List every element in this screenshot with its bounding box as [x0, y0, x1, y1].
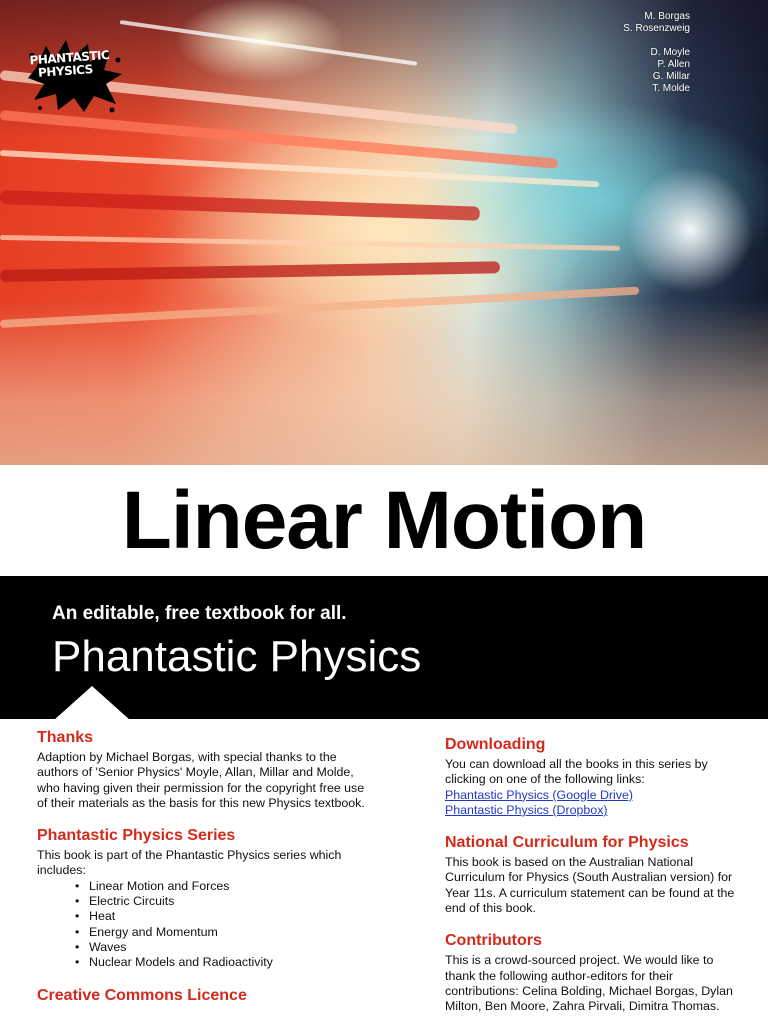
contributors-heading: Contributors: [445, 932, 542, 950]
cover-image: [0, 0, 768, 465]
downloading-body: You can download all the books in this series by clicking on one of the following links:: [445, 757, 708, 787]
series-intro: This book is part of the Phantastic Physics series which includes:: [37, 848, 342, 878]
contributors-body: This is a crowd-sourced project. We would like to thank the following author-editors for their contributions: Celina Bolding, Michael Borgas, Dylan Milton, Ben Moore, Zahra Pirvali, Dimitra Thomas.: [445, 953, 733, 1014]
curriculum-heading: National Curriculum for Physics: [445, 834, 689, 852]
google-drive-link[interactable]: Phantastic Physics (Google Drive): [445, 787, 633, 802]
thanks-body: Adaption by Michael Borgas, with special thanks to the authors of 'Senior Physics' Moyle, Allan, Millar and Molde, who having given their permission for the copyright free use of their materials as the basis for this new Physics textbook.: [37, 750, 365, 810]
title-block: [0, 465, 768, 577]
licence-section: [37, 986, 367, 1006]
contributors-section: [445, 931, 745, 1014]
downloading-section: [445, 735, 745, 818]
logo-text: PHANTASTIC PHYSICS: [29, 47, 110, 80]
thanks-section: [37, 728, 367, 811]
author-name: P. Allen: [657, 59, 690, 70]
left-column: [37, 728, 367, 1021]
series-section: [37, 826, 367, 970]
curriculum-body: This book is based on the Australian National Curriculum for Physics (South Australian version) for Year 11s. A curriculum statement can be found at the end of this book.: [445, 855, 735, 916]
series-heading: Phantastic Physics Series: [37, 827, 236, 845]
author-name: S. Rosenzweig: [623, 23, 690, 34]
downloading-heading: Downloading: [445, 736, 546, 753]
right-column: [445, 735, 745, 1030]
book-title: Linear Motion: [121, 475, 647, 566]
thanks-heading: Thanks: [37, 729, 94, 746]
curriculum-section: [445, 833, 745, 916]
licence-heading: Creative Commons Licence: [37, 986, 247, 1004]
series-list: [37, 879, 367, 971]
band-notch: [54, 686, 130, 720]
dropbox-link[interactable]: Phantastic Physics (Dropbox): [445, 802, 608, 817]
list-item: • Electric Circuits: [89, 894, 367, 909]
author-name: M. Borgas: [644, 11, 690, 22]
author-list: [623, 11, 690, 95]
author-name: T. Molde: [652, 83, 690, 94]
list-item: • Linear Motion and Forces: [89, 879, 367, 894]
road-shade: [0, 300, 768, 465]
author-name: G. Millar: [652, 71, 690, 82]
tagline: An editable, free textbook for all.: [52, 603, 347, 624]
author-name: D. Moyle: [650, 47, 690, 58]
list-item: • Energy and Momentum: [89, 925, 367, 940]
list-item: • Waves: [89, 940, 367, 955]
series-title: Phantastic Physics: [52, 632, 422, 681]
list-item: • Nuclear Models and Radioactivity: [89, 955, 367, 970]
list-item: • Heat: [89, 909, 367, 924]
